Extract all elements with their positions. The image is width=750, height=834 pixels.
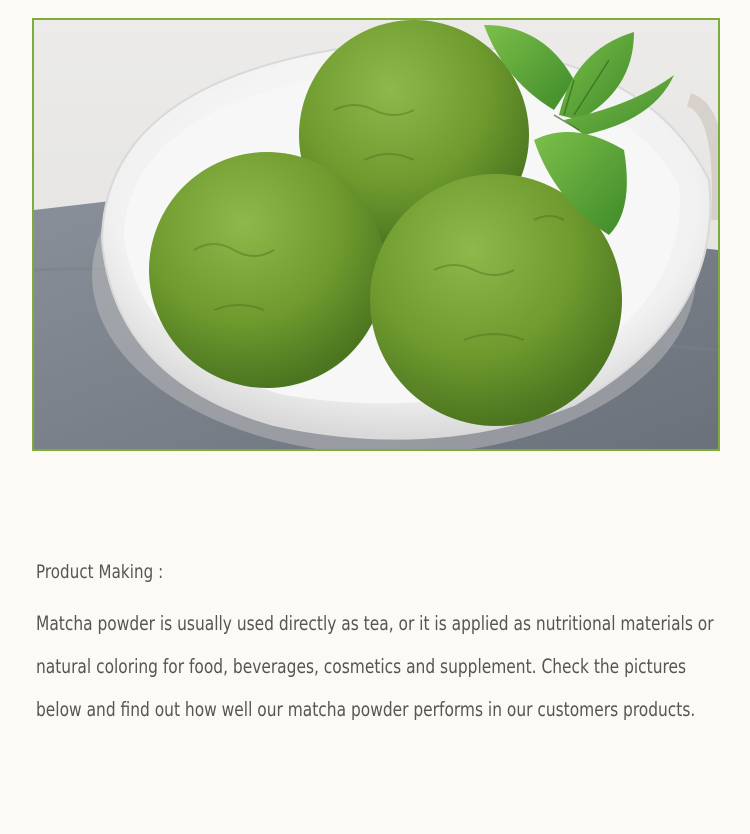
product-photo xyxy=(32,18,720,451)
product-description: Matcha powder is usually used directly as tea, or it is applied as nutritional materials or natural coloring for food, beverages, cosmetics and supplement. Check the pictures below and find out how well our matcha powder performs in our customers products. xyxy=(36,612,714,721)
ice-cream-scoop xyxy=(149,152,385,388)
product-making-section xyxy=(36,556,736,731)
section-heading: Product Making : xyxy=(36,561,164,583)
matcha-ice-cream-image xyxy=(34,20,718,449)
